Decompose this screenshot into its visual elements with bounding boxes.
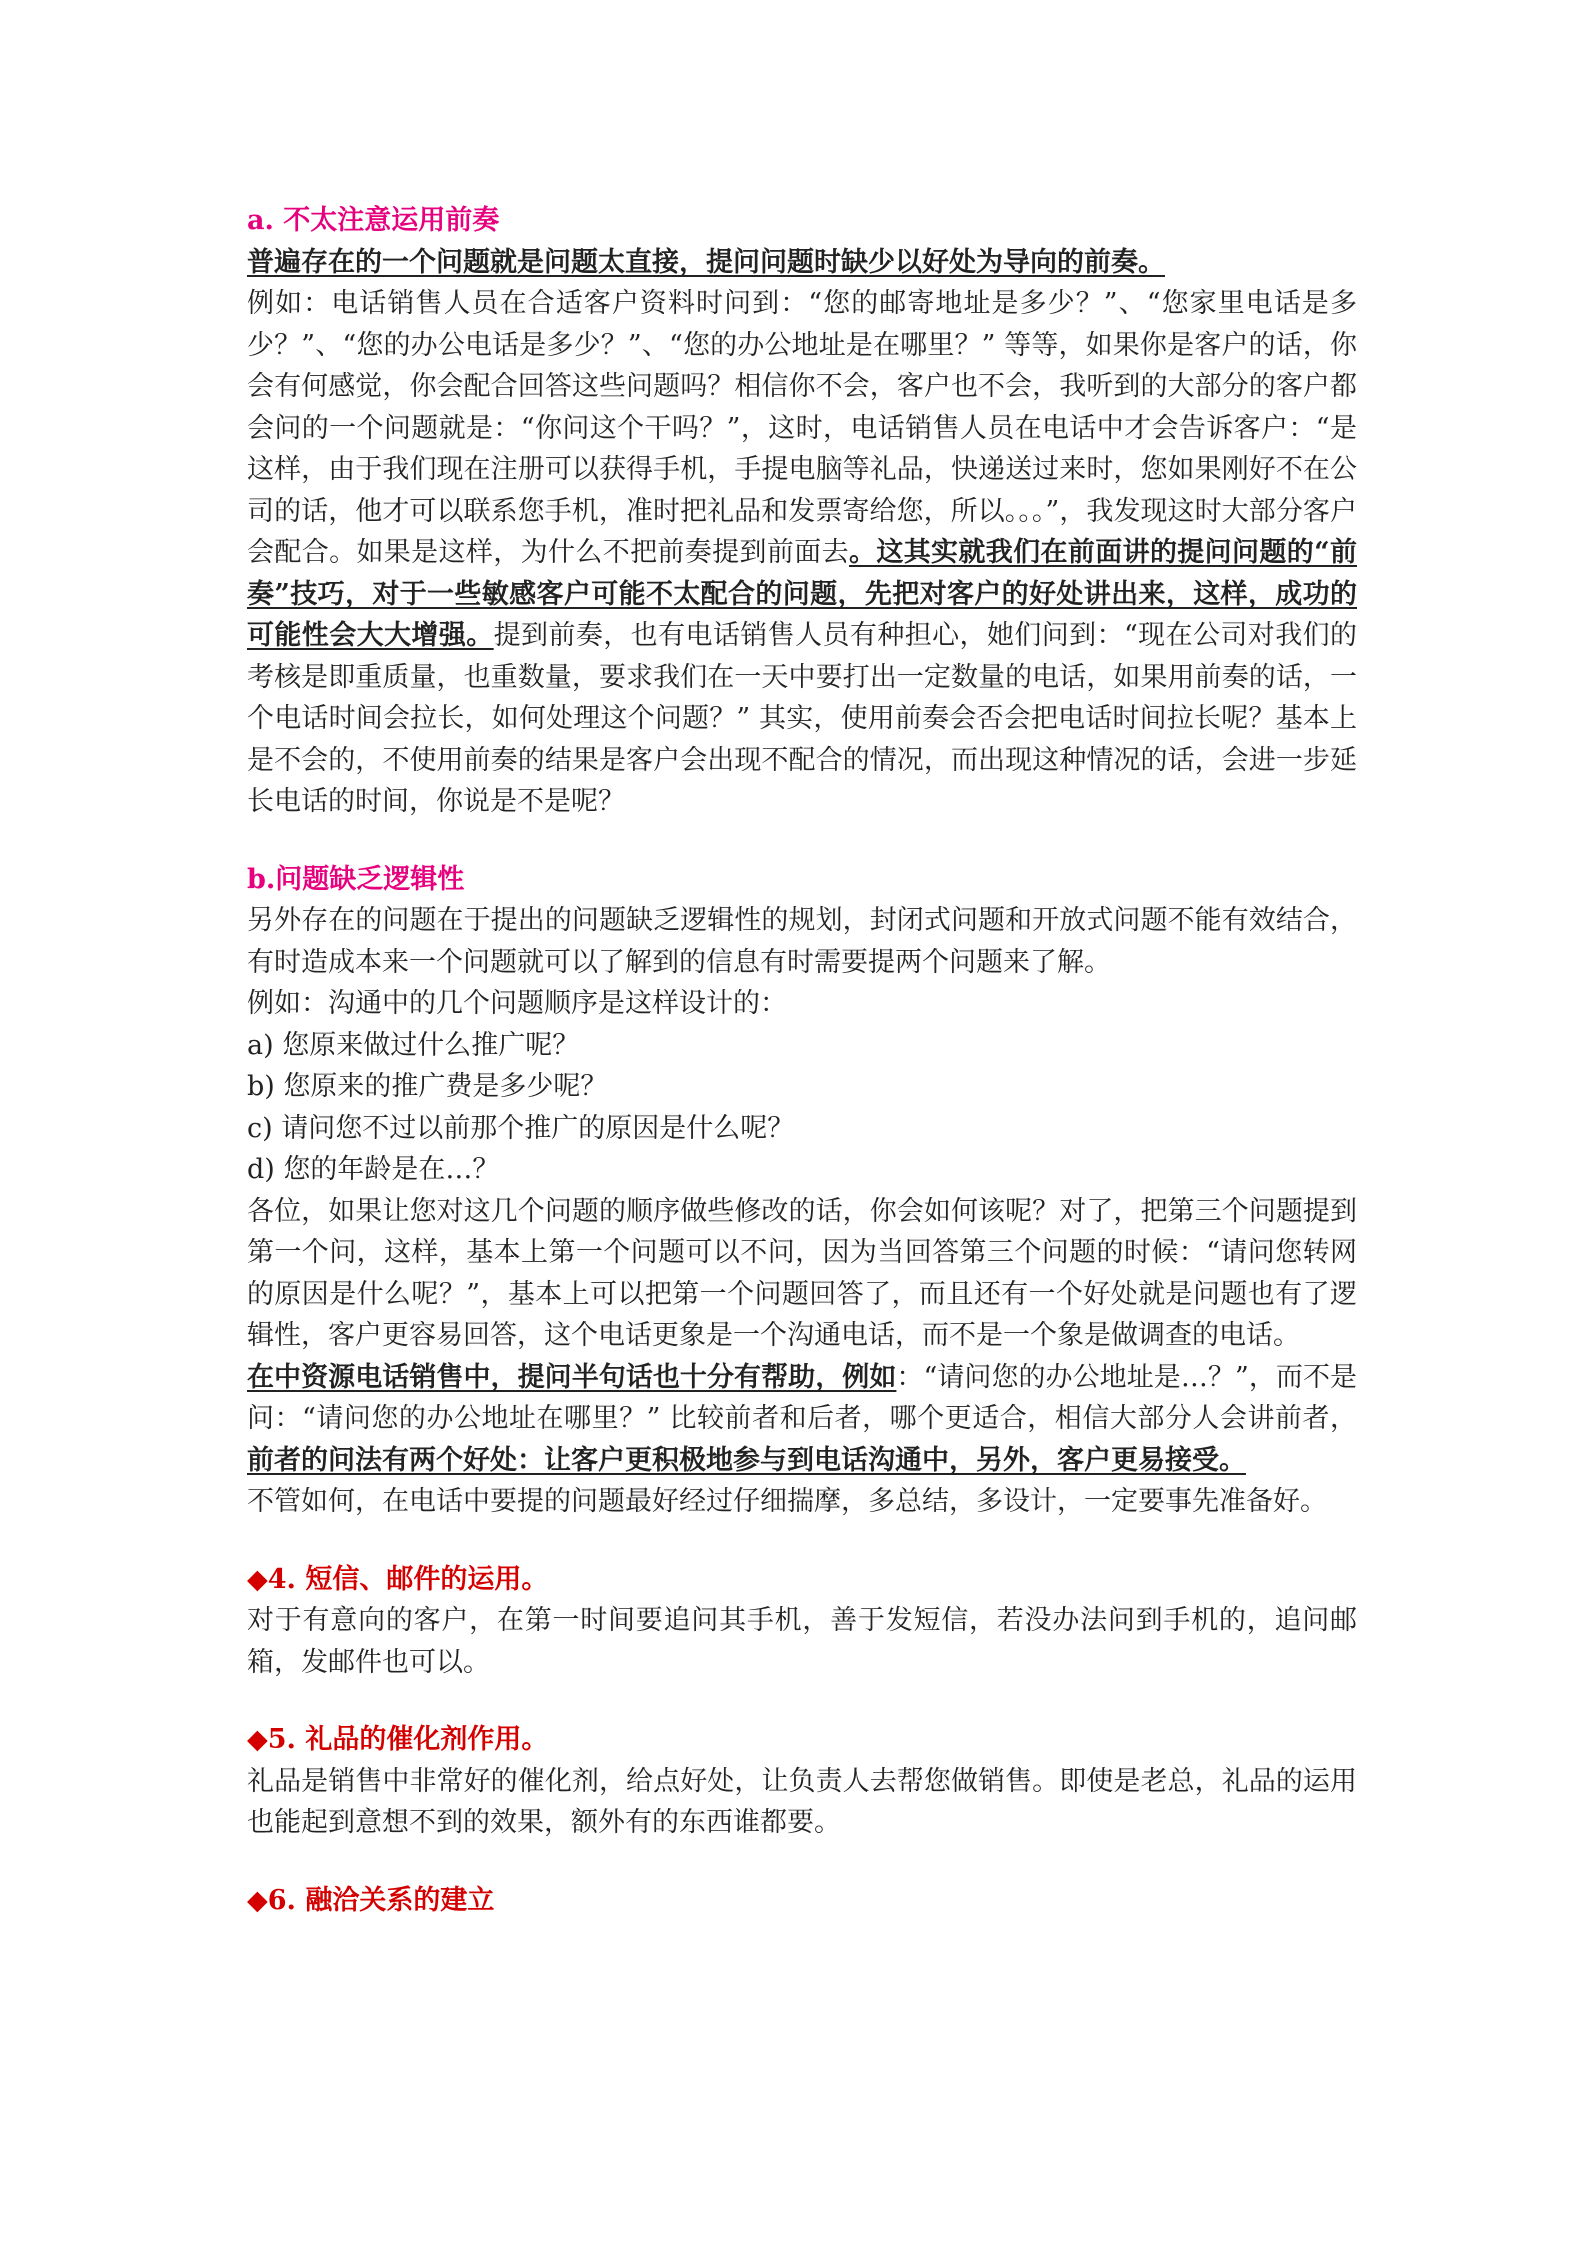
section-b-half-sentence [247, 1357, 1357, 1482]
list-item: c) 请问您不过以前那个推广的原因是什么呢？ [247, 1112, 795, 1144]
section-a-lead [247, 242, 1357, 284]
section-b-analysis: 各位，如果让您对这几个问题的顺序做些修改的话，你会如何该呢？对了，把第三个问题提到第一个问，这样，基本上第一个问题可以不问，因为当回答第三个问题的时候：“请问您转网的原因是什么呢？”，基本上可以把第一个问题回答了，而且还有一个好处就是问题也有了逻辑性，客户更容易回答，这个电话更象是一个沟通电话，而不是一个象是做调查的电话。 [247, 1195, 1357, 1351]
list-item: d) 您的年龄是在…？ [247, 1154, 500, 1185]
half-sentence-rest: ：“请问您的办公地址是…？”，而不是问：“请问您的办公地址在哪里？” 比较前者和后者，哪个更适合，相信大部分人会讲前者， [247, 1361, 1358, 1434]
document-page [247, 200, 1357, 1921]
half-sentence-bold: 在中资源电话销售中，提问半句话也十分有帮助，例如 [247, 1361, 897, 1393]
section-5-body: 礼品是销售中非常好的催化剂，给点好处，让负责人去帮您做销售。即使是老总，礼品的运用也能起到意想不到的效果，额外有的东西谁都要。 [247, 1765, 1357, 1838]
section-a-heading: a. 不太注意运用前奏 [247, 205, 500, 236]
section-b-intro: 另外存在的问题在于提出的问题缺乏逻辑性的规划，封闭式问题和开放式问题不能有效结合，有时造成本来一个问题就可以了解到的信息有时需要提两个问题来了解。 [247, 905, 1357, 978]
section-b-heading: b.问题缺乏逻辑性 [247, 863, 465, 895]
section-a-body-1: 例如：电话销售人员在合适客户资料时问到：“您的邮寄地址是多少？”、“您家里电话是多少？”、“您的办公电话是多少？”、“您的办公地址是在哪里？” 等等，如果你是客户的话，你会有何感觉，你会配合回答这些问题吗？相信你不会，客户也不会，我听到的大部分的客户都会问的一个问题就是：“你问这个干吗？”，这时，电话销售人员在电话中才会告诉客户：“是这样，由于我们现在注册可以获得手机，手提电脑等礼品，快递送过来时，您如果刚好不在公司的话，他才可以联系您手机，准时把礼品和发票寄给您，所以。。。”，我发现这时大部分客户会配合。如果是这样，为什么不把前奏提到前面去 [247, 288, 1357, 568]
list-item: b) 您原来的推广费是多少呢？ [247, 1071, 608, 1102]
section-a-paragraph [247, 283, 1357, 823]
section-5-heading: ◆5. 礼品的催化剂作用。 [247, 1724, 549, 1755]
section-a-lead-text: 普遍存在的一个问题就是问题太直接，提问问题时缺少以好处为导向的前奏。 [247, 246, 1165, 278]
section-a-body-bold: 。这其实就我们在前面讲的提问问题的“前奏”技巧，对于一些敏感客户可能不太配合的问题，先把对客户的好处讲出来，这样，成功的可能性会大大增强。 [247, 537, 1358, 651]
section-b-example-lead: 例如：沟通中的几个问题顺序是这样设计的： [247, 988, 787, 1019]
section-4-body: 对于有意向的客户，在第一时间要追问其手机，善于发短信，若没办法问到手机的，追问邮箱，发邮件也可以。 [247, 1605, 1357, 1678]
section-b-closing: 不管如何，在电话中要提的问题最好经过仔细揣摩，多总结，多设计，一定要事先准备好。 [247, 1486, 1327, 1517]
section-a-body-2: 提到前奏，也有电话销售人员有种担心，她们问到：“现在公司对我们的考核是即重质量，也重数量，要求我们在一天中要打出一定数量的电话，如果用前奏的话，一个电话时间会拉长，如何处理这个问题？” 其实，使用前奏会否会把电话时间拉长呢？基本上是不会的，不使用前奏的结果是客户会出现不配合的情况，而出现这种情况的话，会进一步延长电话的时间，你说是不是呢？ [247, 620, 1358, 817]
section-4-heading: ◆4. 短信、邮件的运用。 [247, 1563, 549, 1595]
list-item: a) 您原来做过什么推广呢？ [247, 1029, 580, 1061]
half-sentence-bold-2: 前者的问法有两个好处：让客户更积极地参与到电话沟通中，另外，客户更易接受。 [247, 1444, 1246, 1476]
section-6-heading: ◆6. 融洽关系的建立 [247, 1884, 495, 1916]
